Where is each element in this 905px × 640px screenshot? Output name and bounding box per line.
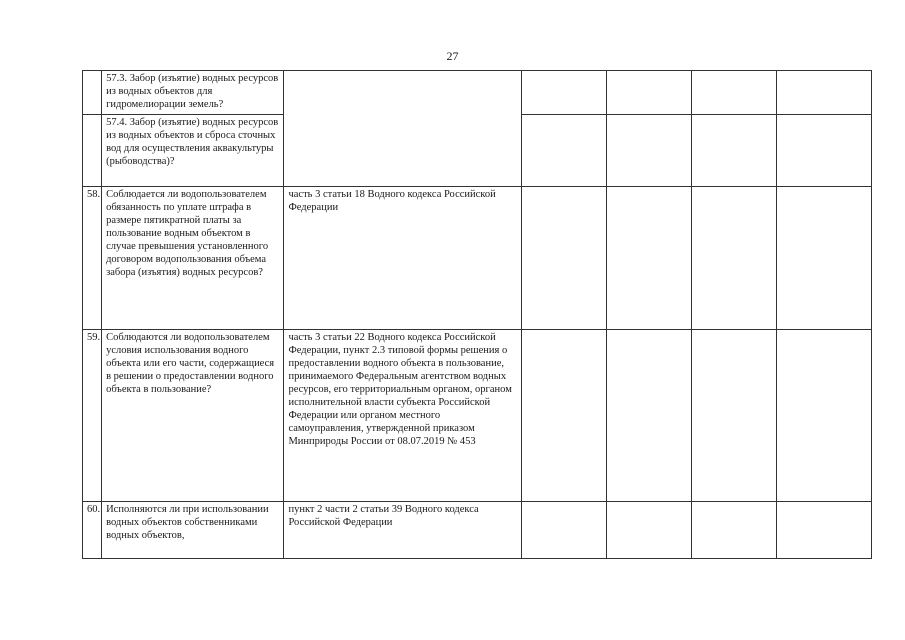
row-number: 59.: [83, 330, 102, 502]
answer-cell: [606, 502, 691, 559]
answer-cell: [691, 71, 776, 115]
row-number: [83, 115, 102, 187]
question-cell: 57.3. Забор (изъятие) водных ресурсов из водных объектов для гидромелиорации земель?: [102, 71, 284, 115]
answer-cell: [776, 71, 872, 115]
answer-cell: [522, 115, 607, 187]
answer-cell: [776, 115, 872, 187]
reference-cell: часть 3 статьи 22 Водного кодекса Российской Федерации, пункт 2.3 типовой формы решения о предоставлении водного объекта в пользование, принимаемого Федеральным агентством водных ресурсов, его территориальным органом, органом исполнительной власти субъекта Российской Федерации или органом местного самоуправления, утвержденной приказом Минприроды России от 08.07.2019 № 453: [284, 330, 522, 502]
answer-cell: [606, 187, 691, 330]
reference-cell: [284, 71, 522, 187]
table-row: [83, 502, 872, 559]
checklist-table: [82, 70, 872, 559]
reference-cell: пункт 2 части 2 статьи 39 Водного кодекса Российской Федерации: [284, 502, 522, 559]
answer-cell: [522, 330, 607, 502]
table-row: [83, 187, 872, 330]
answer-cell: [522, 187, 607, 330]
answer-cell: [691, 187, 776, 330]
answer-cell: [606, 71, 691, 115]
row-number: 58.: [83, 187, 102, 330]
answer-cell: [606, 330, 691, 502]
answer-cell: [606, 115, 691, 187]
table-row: [83, 330, 872, 502]
row-number: [83, 71, 102, 115]
answer-cell: [776, 187, 872, 330]
row-number: 60.: [83, 502, 102, 559]
answer-cell: [691, 330, 776, 502]
answer-cell: [522, 502, 607, 559]
answer-cell: [691, 115, 776, 187]
page-number: 27: [446, 49, 459, 63]
answer-cell: [522, 71, 607, 115]
answer-cell: [691, 502, 776, 559]
question-cell: Соблюдается ли водопользователем обязанность по уплате штрафа в размере пятикратной платы за пользование водным объектом в случае превышения установленного договором водопользования объема забора (изъятия) водных ресурсов?: [102, 187, 284, 330]
question-cell: 57.4. Забор (изъятие) водных ресурсов из водных объектов и сброса сточных вод для осуществления аквакультуры (рыбоводства)?: [102, 115, 284, 187]
answer-cell: [776, 502, 872, 559]
question-cell: Соблюдаются ли водопользователем условия использования водного объекта или его части, содержащиеся в решении о предоставлении водного объекта в пользование?: [102, 330, 284, 502]
question-cell: Исполняются ли при использовании водных объектов собственниками водных объектов,: [102, 502, 284, 559]
answer-cell: [776, 330, 872, 502]
table-row: [83, 71, 872, 115]
reference-cell: часть 3 статьи 18 Водного кодекса Российской Федерации: [284, 187, 522, 330]
